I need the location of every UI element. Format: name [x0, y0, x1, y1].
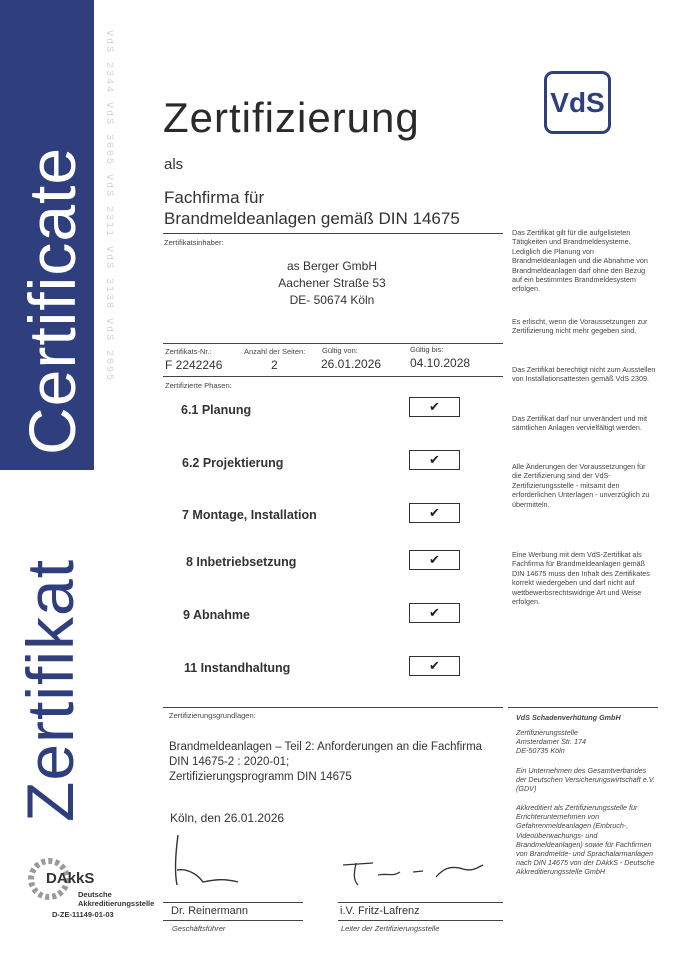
basis-line-1: Brandmeldeanlagen – Teil 2: Anforderungen an die Fachfirma — [169, 741, 483, 753]
side-note: Das Zertifikat darf nur unverändert und mit sämtlichen Anlagen vervielfältigt werden. — [512, 414, 648, 433]
dakks-line-1: Deutsche — [78, 890, 112, 899]
security-print-text: VdS 2344 VdS 3005 VdS 2311 VdS 3138 VdS 2095 — [103, 30, 114, 383]
holder-name: as Berger GmbH — [286, 259, 378, 273]
basis-line-3: Zertifizierungsprogramm DIN 14675 — [169, 771, 352, 783]
phase-label: 8 Inbetriebsetzung — [186, 555, 297, 569]
vds-address-2: Amsterdamer Str. 174 — [516, 737, 587, 746]
divider — [163, 707, 503, 708]
vds-name: VdS Schadenverhütung GmbH — [516, 713, 621, 722]
signer-2-role: Leiter der Zertifizierungsstelle — [341, 924, 440, 933]
side-note: Das Zertifikat gilt für die aufgelisteten Tätigkeiten und Brandmeldesysteme. Lediglich die Planung von Brandmeldeanlagen und die Abnahme von Brandmeldeanlagen darf ohne den Bezug auf ein bestimmtes Brandmeldesystem erfolgen. — [512, 228, 648, 294]
vds-note-2: Akkreditiert als Zertifizierungsstelle für Errichterunternehmen von Gefahrenmeldeanlagen (Einbruch-, Videoüberwachungs- und Brandmeldeanlagen) sowie für Fachfirmen von Brandmelde- und Sprachalarmanlagen nach DIN 14675 von der DAkkS - Deutsche Akkreditierungsstelle GmbH — [516, 803, 655, 877]
signature-line — [338, 902, 503, 903]
signer-2-name: i.V. Fritz-Lafrenz — [340, 905, 420, 917]
dakks-line-3: D-ZE-11149-01-03 — [52, 910, 114, 919]
valid-to: 04.10.2028 — [410, 356, 471, 370]
holder-label: Zertifikatsinhaber: — [164, 238, 224, 247]
side-note: Das Zertifikat berechtigt nicht zum Ausstellen von Installationsattesten gemäß VdS 2309. — [512, 365, 656, 384]
side-note: Es erlischt, wenn die Voraussetzungen zur Zertifizierung nicht mehr gegeben sind. — [512, 317, 648, 336]
heading-line-2: Brandmeldeanlagen gemäß DIN 14675 — [164, 209, 460, 228]
phase-checkbox: ✔ — [409, 656, 460, 676]
cert-number: F 2242246 — [165, 358, 223, 372]
pages-label: Anzahl der Seiten: — [244, 347, 306, 356]
vds-address-1: Zertifizierungsstelle — [516, 728, 578, 737]
divider — [163, 376, 503, 377]
side-note: Eine Werbung mit dem VdS-Zertifikat als Fachfirma für Brandmeldeanlagen gemäß DIN 14675 muss den Inhalt des Zertifikates korrekt wiedergeben und darf nicht auf wettbewerbsrechtswidrige Art und Weise erfolgen. — [512, 550, 650, 607]
phase-label: 9 Abnahme — [183, 608, 250, 622]
valid-from: 26.01.2026 — [321, 357, 382, 371]
signer-1-name: Dr. Reinermann — [171, 905, 249, 917]
vds-note-1: Ein Unternehmen des Gesamtverbandes der Deutschen Versicherungswirtschaft e.V. (GDV) — [516, 766, 656, 794]
heading-line-1: Fachfirma für — [164, 188, 265, 207]
phase-checkbox: ✔ — [409, 450, 460, 470]
page-title: Zertifizierung — [163, 94, 420, 141]
dakks-line-2: Akkreditierungsstelle — [78, 899, 155, 908]
phase-label: 7 Montage, Installation — [182, 508, 317, 522]
divider — [508, 707, 658, 708]
holder-city: DE- 50674 Köln — [289, 293, 375, 307]
band-zertifikat-text: Zertifikat — [13, 558, 87, 822]
phase-label: 6.2 Projektierung — [182, 456, 284, 470]
signer-1-role: Geschäftsführer — [172, 924, 226, 933]
phase-label: 6.1 Planung — [181, 403, 252, 417]
phase-checkbox: ✔ — [409, 397, 460, 417]
phase-checkbox: ✔ — [409, 603, 460, 623]
place-date: Köln, den 26.01.2026 — [170, 811, 285, 825]
valid-from-label: Gültig von: — [322, 346, 358, 355]
heading-als: als — [164, 156, 184, 173]
basis-label: Zertifizierungsgrundlagen: — [169, 711, 256, 720]
pages-count: 2 — [271, 358, 278, 372]
cert-number-label: Zertifikats-Nr.: — [165, 347, 212, 356]
basis-line-2: DIN 14675-2 : 2020-01; — [169, 756, 290, 768]
valid-to-label: Gültig bis: — [410, 345, 444, 354]
signature-2 — [338, 855, 488, 890]
divider — [338, 920, 503, 921]
holder-street: Aachener Straße 53 — [278, 276, 386, 290]
divider — [163, 233, 503, 234]
phases-label: Zertifizierte Phasen: — [165, 381, 232, 390]
phase-checkbox: ✔ — [409, 503, 460, 523]
band-certificate-text: Certificate — [15, 146, 89, 455]
dakks-brand: DAkkS — [46, 870, 95, 887]
side-note: Alle Änderungen der Voraussetzungen für die Zertifizierung sind der VdS-Zertifizierungsstelle - mitsamt den erforderlichen Unterlagen - unverzüglich zu übermitteln. — [512, 462, 650, 509]
phase-checkbox: ✔ — [409, 550, 460, 570]
dakks-logo — [28, 858, 188, 922]
vds-logo: VdS — [544, 71, 611, 134]
phase-label: 11 Instandhaltung — [184, 661, 291, 675]
vds-address-3: DE-50735 Köln — [516, 746, 565, 755]
divider — [163, 343, 503, 344]
